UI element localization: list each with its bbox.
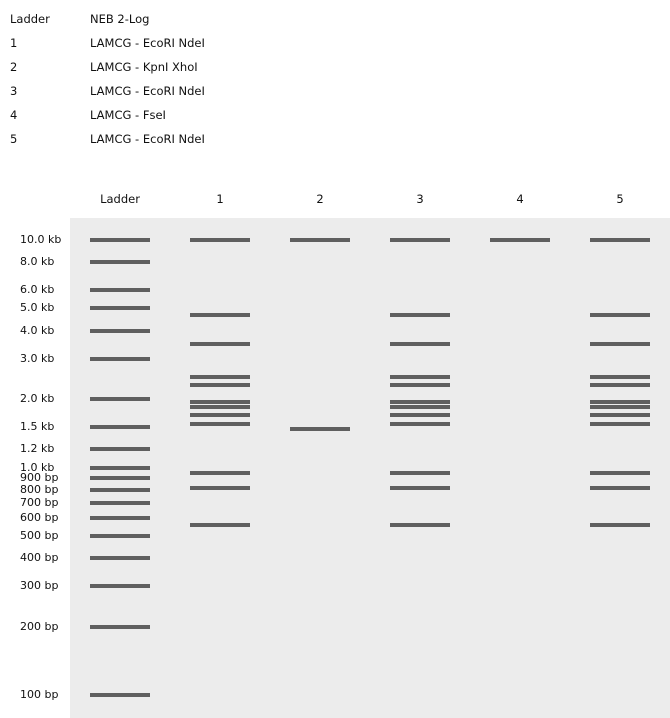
lane-5-band (590, 383, 650, 387)
ladder-size-label: 4.0 kb (20, 323, 55, 337)
ladder-band (90, 397, 150, 401)
legend-lane-key: 1 (10, 36, 18, 50)
lane-1-band (190, 471, 250, 475)
lane-1-band (190, 342, 250, 346)
lane-3-band (390, 313, 450, 317)
ladder-size-label: 10.0 kb (20, 233, 62, 246)
lane-3-band (390, 383, 450, 387)
ladder-band (90, 425, 150, 429)
ladder-size-label: 300 bp (20, 579, 59, 593)
lane-3-band (390, 422, 450, 426)
legend-lane-key: 4 (10, 108, 18, 122)
ladder-size-label: 1.5 kb (20, 420, 55, 434)
lane-3-band (390, 471, 450, 475)
legend-lane-description: LAMCG - EcoRI NdeI (90, 84, 205, 98)
lane-header: 3 (416, 192, 424, 206)
ladder-size-label: 500 bp (20, 528, 59, 542)
ladder-band (90, 584, 150, 588)
ladder-size-label: 8.0 kb (20, 255, 55, 269)
lane-1-band (190, 313, 250, 317)
ladder-size-label: 800 bp (20, 482, 59, 496)
lane-1-band (190, 422, 250, 426)
legend-lane-description: LAMCG - KpnI XhoI (90, 60, 198, 74)
legend-lane-description: LAMCG - FseI (90, 108, 166, 122)
lane-5-band (590, 486, 650, 490)
lane-5-band (590, 422, 650, 426)
ladder-band (90, 357, 150, 361)
ladder-size-label: 3.0 kb (20, 351, 55, 365)
lane-3-band (390, 413, 450, 417)
lane-5-band (590, 523, 650, 527)
ladder-size-label: 1.0 kb (20, 460, 55, 474)
ladder-band (90, 466, 150, 470)
ladder-band (90, 556, 150, 560)
lane-3-band (390, 342, 450, 346)
ladder-band (90, 447, 150, 451)
ladder-band (90, 501, 150, 505)
legend-lane-description: LAMCG - EcoRI NdeI (90, 36, 205, 50)
lane-header: 4 (516, 192, 524, 206)
lane-5-band (590, 400, 650, 404)
ladder-size-label: 2.0 kb (20, 392, 55, 406)
ladder-size-label: 600 bp (20, 510, 59, 524)
legend-lane-key: Ladder (10, 12, 50, 26)
lane-5-band (590, 342, 650, 346)
lane-3-band (390, 400, 450, 404)
lane-5-band (590, 375, 650, 379)
ladder-band (90, 288, 150, 292)
lane-5-band (590, 313, 650, 317)
legend-lane-description: LAMCG - EcoRI NdeI (90, 132, 205, 146)
gel-image (70, 218, 670, 718)
lane-header: 1 (216, 192, 224, 206)
lane-3-band (390, 523, 450, 527)
lane-1-band (190, 238, 250, 242)
ladder-band (90, 476, 150, 480)
lane-1-band (190, 400, 250, 404)
ladder-size-label: 100 bp (20, 688, 59, 701)
ladder-size-label: 900 bp (20, 470, 59, 484)
ladder-band (90, 516, 150, 520)
lane-1-band (190, 523, 250, 527)
lane-1-band (190, 383, 250, 387)
ladder-size-label: 400 bp (20, 551, 59, 565)
legend-lane-key: 5 (10, 132, 18, 146)
legend-lane-key: 3 (10, 84, 18, 98)
lane-3-band (390, 405, 450, 409)
legend-lane-key: 2 (10, 60, 18, 74)
ladder-band (90, 534, 150, 538)
ladder-size-label: 700 bp (20, 495, 59, 509)
ladder-band (90, 306, 150, 310)
lane-header: Ladder (100, 192, 140, 206)
legend-lane-description: NEB 2-Log (90, 12, 150, 26)
lane-1-band (190, 375, 250, 379)
lane-5-band (590, 471, 650, 475)
lane-header: 5 (616, 192, 624, 206)
ladder-band (90, 625, 150, 629)
ladder-band (90, 238, 150, 242)
ladder-band (90, 329, 150, 333)
lane-1-band (190, 413, 250, 417)
lane-1-band (190, 405, 250, 409)
lane-5-band (590, 405, 650, 409)
ladder-size-label: 1.2 kb (20, 442, 55, 456)
lane-3-band (390, 375, 450, 379)
ladder-band (90, 488, 150, 492)
lane-2-band (290, 238, 350, 242)
lane-5-band (590, 238, 650, 242)
ladder-size-label: 200 bp (20, 619, 59, 633)
lane-3-band (390, 238, 450, 242)
lane-header: 2 (316, 192, 324, 206)
lane-5-band (590, 413, 650, 417)
lane-3-band (390, 486, 450, 490)
ladder-size-label: 5.0 kb (20, 301, 55, 315)
ladder-band (90, 260, 150, 264)
ladder-size-label: 6.0 kb (20, 283, 55, 297)
ladder-band (90, 693, 150, 697)
lane-1-band (190, 486, 250, 490)
lane-4-band (490, 238, 550, 242)
lane-2-band (290, 427, 350, 431)
